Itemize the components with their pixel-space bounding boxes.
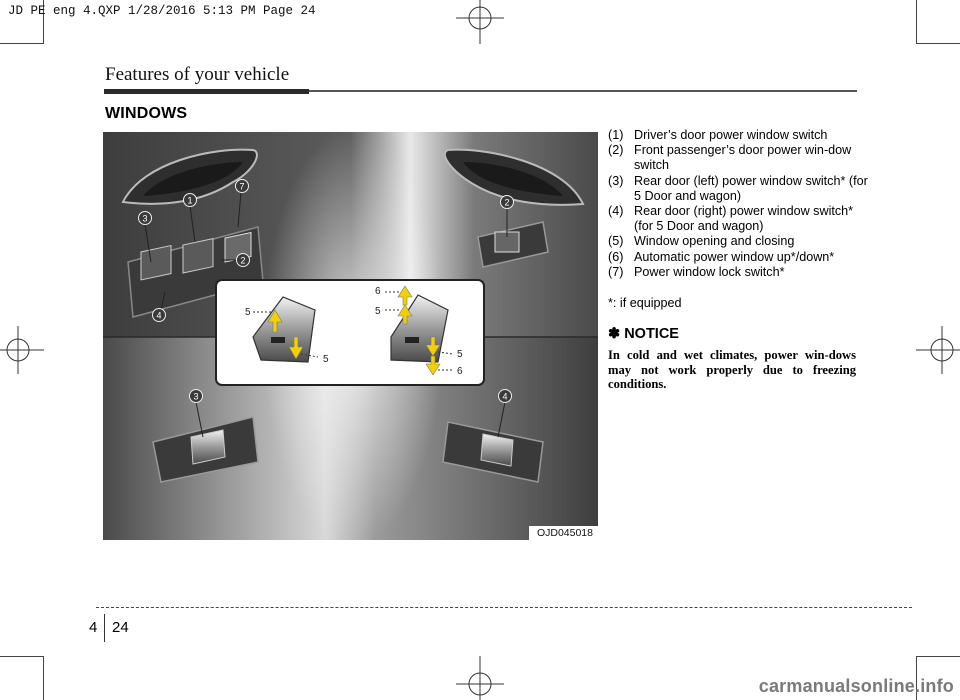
section-header: Features of your vehicle — [105, 64, 290, 85]
crop-mark — [0, 656, 44, 657]
inset-label: 5 — [323, 354, 329, 365]
list-item: (3) Rear door (left) power window switch* (for 5 Door and wagon) — [608, 173, 868, 203]
registration-mark-right — [916, 322, 960, 378]
notice-heading — [608, 326, 679, 342]
inset-label: 5 — [245, 307, 251, 318]
svg-text:2: 2 — [240, 255, 246, 266]
svg-text:2: 2 — [504, 197, 510, 208]
print-slug: JD PE eng 4.QXP 1/28/2016 5:13 PM Page 24 — [8, 4, 316, 18]
page-number: 24 — [112, 619, 129, 636]
svg-text:4: 4 — [156, 310, 162, 321]
notice-title: NOTICE — [624, 326, 679, 342]
notice-body: In cold and wet climates, power win-dows may not work properly due to freezing conditions. — [608, 348, 856, 392]
crop-mark — [916, 0, 917, 44]
crop-mark — [916, 656, 960, 657]
svg-text:3: 3 — [193, 391, 199, 402]
registration-mark-bottom — [452, 656, 508, 700]
list-item: (1) Driver’s door power window switch — [608, 128, 828, 142]
crop-mark — [43, 656, 44, 700]
list-item: (2) Front passenger’s door power win-dow switch — [608, 143, 852, 173]
crop-mark — [916, 43, 960, 44]
registration-mark-top — [452, 0, 508, 44]
page-title: WINDOWS — [105, 105, 188, 122]
registration-mark-left — [0, 322, 44, 378]
svg-text:1: 1 — [187, 195, 193, 206]
header-rule — [104, 89, 309, 94]
equipped-note: *: if equipped — [608, 296, 682, 310]
list-item: (5) Window opening and closing — [608, 234, 795, 249]
inset-label: 5 — [375, 306, 381, 317]
svg-text:4: 4 — [502, 391, 508, 402]
svg-text:3: 3 — [142, 213, 148, 224]
inset-label: 6 — [457, 366, 463, 377]
watermark: carmanualsonline.info — [758, 676, 954, 696]
page-number-divider — [104, 614, 105, 642]
switch-detail-inset — [216, 280, 484, 385]
figure-code: OJD045018 — [529, 526, 598, 540]
crop-mark — [0, 43, 44, 44]
legend-list — [608, 128, 868, 280]
header-rule-thin — [309, 90, 857, 92]
svg-text:7: 7 — [239, 181, 245, 192]
inset-label: 6 — [375, 286, 381, 297]
list-item: (7) Power window lock switch* — [608, 264, 785, 279]
chapter-number: 4 — [89, 619, 98, 636]
window-switch-figure — [103, 132, 598, 540]
window-switch-illustration — [103, 132, 598, 540]
notice-icon: ✽ — [608, 326, 621, 342]
list-item: (6) Automatic power window up*/down* — [608, 249, 835, 264]
inset-label: 5 — [457, 349, 463, 360]
footer-rule — [96, 607, 912, 608]
list-item: (4) Rear door (right) power window switch* (for 5 Door and wagon) — [608, 204, 854, 234]
